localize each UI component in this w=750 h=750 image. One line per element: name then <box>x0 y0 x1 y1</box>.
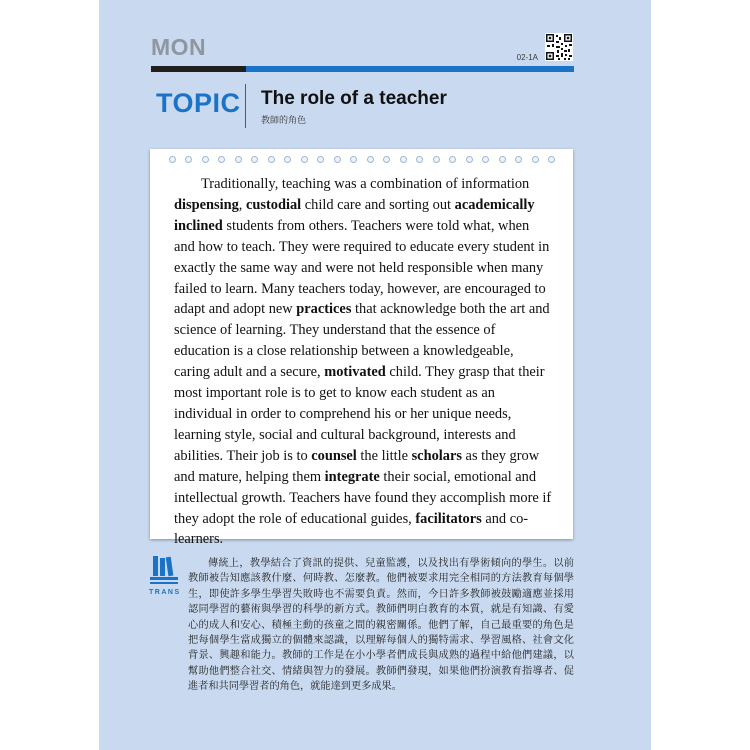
notebook-ring <box>383 156 390 163</box>
passage-text: that acknowledge both the art and science of learning. They understand that the essence of education is a close relationship between a knowledgeable, caring adult and a secure, <box>174 301 550 381</box>
keyword: counsel <box>311 447 357 464</box>
topic-divider <box>245 84 246 128</box>
passage-text: Traditionally, teaching was a combination of information <box>201 176 530 192</box>
notebook-ring <box>185 156 192 163</box>
notebook-ring <box>350 156 357 163</box>
notebook-ring <box>482 156 489 163</box>
notebook-ring <box>433 156 440 163</box>
keyword: integrate <box>324 468 380 485</box>
qr-code-icon[interactable] <box>545 33 573 61</box>
reading-card <box>150 149 573 548</box>
notebook-ring <box>400 156 407 163</box>
notebook-rings <box>164 156 560 166</box>
passage-text: as they grow and mature, helping them <box>174 447 540 485</box>
notebook-ring <box>416 156 423 163</box>
notebook-ring <box>515 156 522 163</box>
keyword: academically inclined <box>174 196 535 234</box>
notebook-ring <box>218 156 225 163</box>
topic-label: TOPIC <box>156 88 241 118</box>
notebook-ring <box>466 156 473 163</box>
notebook-ring <box>532 156 539 163</box>
header-rule-blue <box>246 66 574 72</box>
keyword: scholars <box>411 447 462 464</box>
page-title: The role of a teacher <box>261 88 447 109</box>
passage-text: their social, emotional and intellectual growth. Teachers have found they accomplish more if they adopt the role of educational guides, <box>174 468 552 527</box>
notebook-ring <box>268 156 275 163</box>
keyword: practices <box>296 301 352 318</box>
passage-text: child care and sorting out <box>301 196 455 213</box>
passage-text: , <box>238 196 246 213</box>
page-subtitle: 教師的角色 <box>261 116 307 126</box>
notebook-ring <box>334 156 341 163</box>
passage-text: students from others. Teachers were told what, when and how to teach. They were required to educate every student in exactly the same way and were not held responsible when many failed to learn. Many teachers today, however, are encouraged to adapt and adopt new <box>174 217 550 318</box>
passage-text: child. They grasp that their most important role is to get to know each student as an individual in order to comprehend his or her unique needs, learning style, social and cultural background, interests and abilities. Their job is to <box>174 364 545 464</box>
keyword: motivated <box>324 364 386 381</box>
notebook-ring <box>301 156 308 163</box>
notebook-ring <box>367 156 374 163</box>
notebook-ring <box>251 156 258 163</box>
notebook-ring <box>202 156 209 163</box>
trans-label: TRANS <box>149 589 181 596</box>
page-code: 02-1A <box>516 53 538 62</box>
keyword: dispensing <box>174 196 239 213</box>
books-icon <box>150 554 178 588</box>
passage-text: the little <box>356 447 412 464</box>
notebook-ring <box>499 156 506 163</box>
notebook-ring <box>284 156 291 163</box>
notebook-ring <box>169 156 176 163</box>
notebook-ring <box>548 156 555 163</box>
day-label: MON <box>151 34 207 60</box>
chinese-translation: 傳統上，教學結合了資訊的提供、兒童監護，以及找出有學術傾向的學生。以前教師被告知應該教什麼、何時教、怎麼教。他們被要求用完全相同的方法教育每個學生，即使許多學生學習失敗時也不需要負責。然而，今日許多教師被鼓勵適應並採用認同學習的藝術與學習的科學的新方式。教師們明白教育的本質，就是有知識、有愛心的成人和安心、積極主動的孩童之間的親密關係。他們了解，自己最重要的角色是把每個學生當成獨立的個體來認識，以理解每個人的獨特需求、學習風格、社會文化背景、興趣和能力。教師的工作是在小小學者們成長與成熟的過程中給他們建議，以幫助他們整合社交、情緒與智力的發展。教師們發現，如果他們扮演教育指導者、促進者和共同學習者的角色，就能達到更多成果。 <box>188 558 574 693</box>
keyword: facilitators <box>415 510 482 527</box>
notebook-ring <box>235 156 242 163</box>
passage-text: and co-learners. <box>174 510 529 548</box>
reading-passage <box>174 174 552 550</box>
keyword: custodial <box>246 196 302 213</box>
notebook-ring <box>449 156 456 163</box>
notebook-ring <box>317 156 324 163</box>
header-rule-dark <box>151 66 246 72</box>
